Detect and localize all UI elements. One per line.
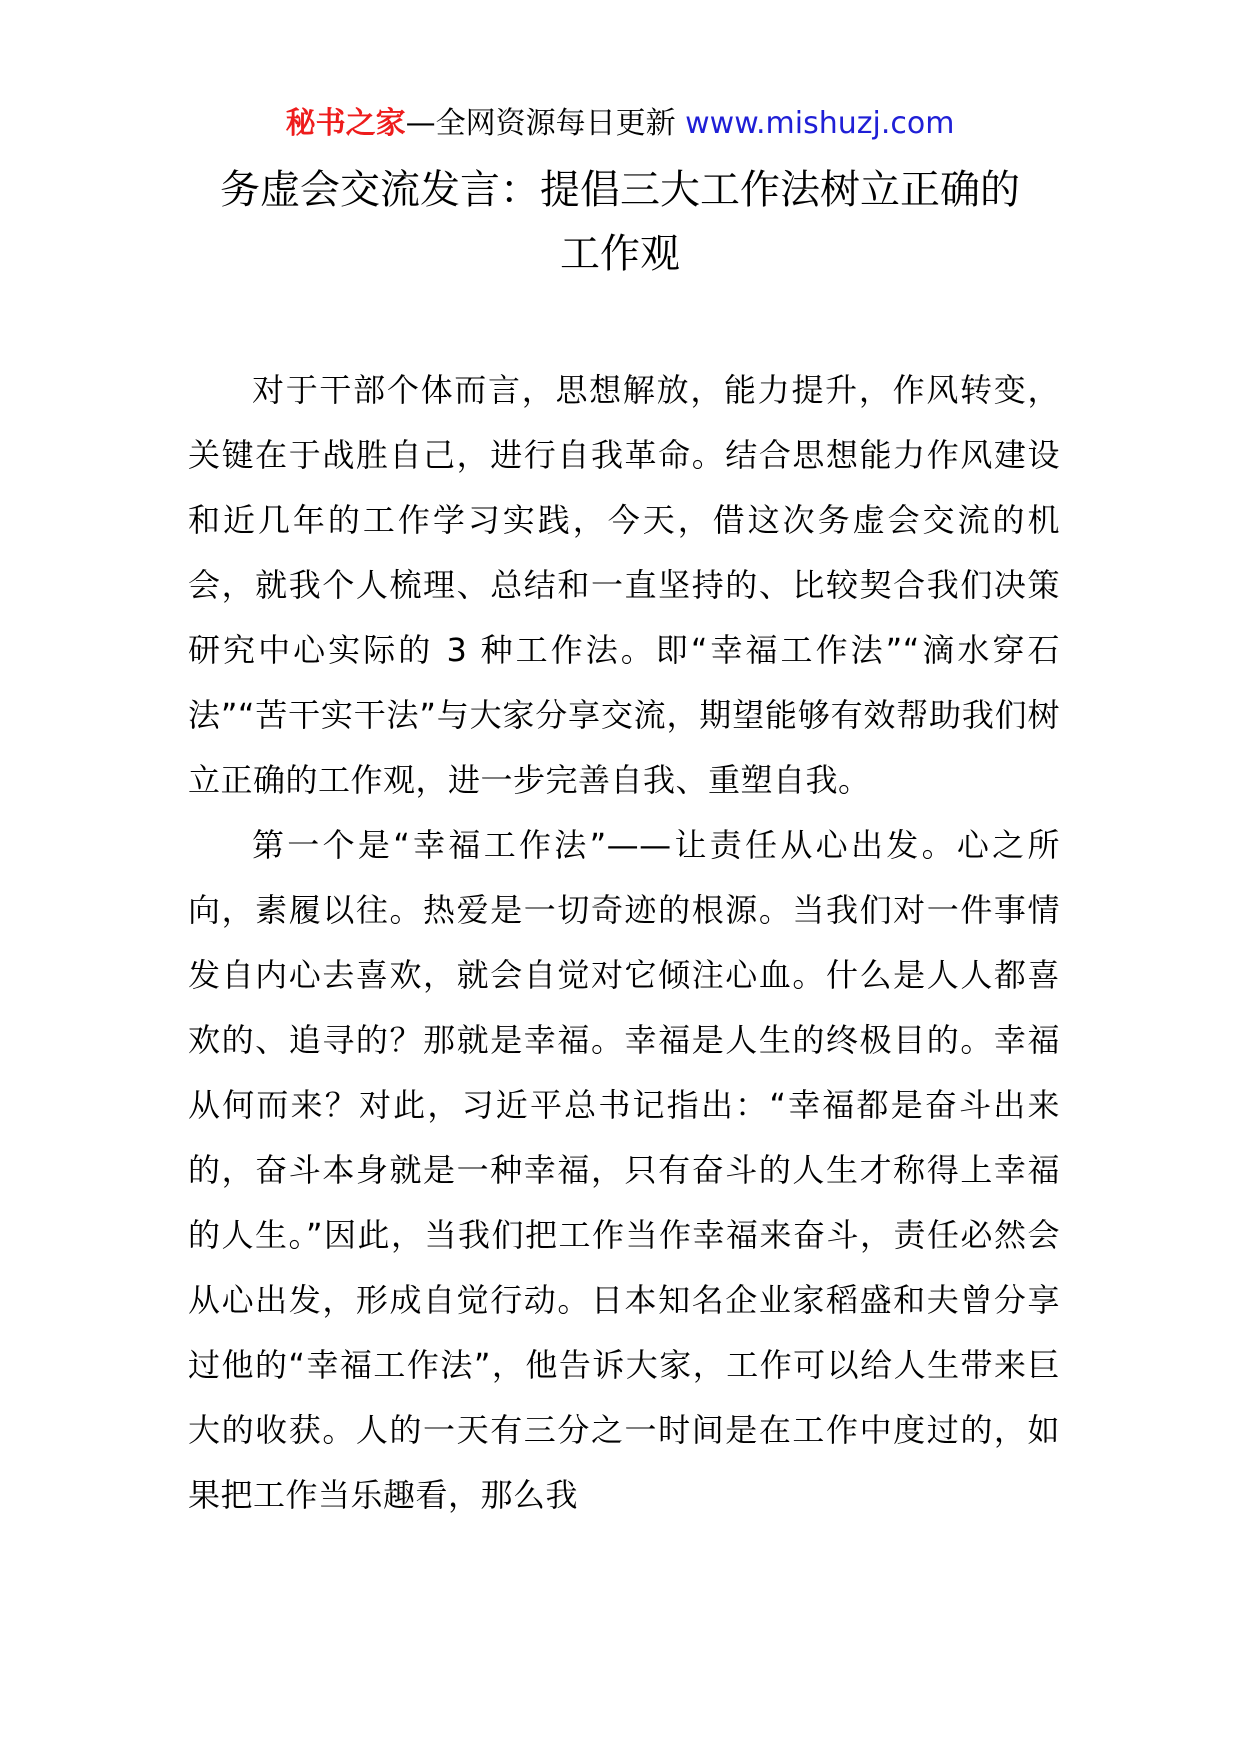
body-paragraph: 第一个是“幸福工作法”——让责任从心出发。心之所向，素履以往。热爱是一切奇迹的根源。当我们对一件事情发自内心去喜欢，就会自觉对它倾注心血。什么是人人都喜欢的、追寻的？那就是幸福。幸福是人生的终极目的。幸福从何而来？对此，习近平总书记指出：“幸福都是奋斗出来的，奋斗本身就是一种幸福，只有奋斗的人生才称得上幸福的人生。”因此，当我们把工作当作幸福来奋斗，责任必然会从心出发，形成自觉行动。日本知名企业家稻盛和夫曾分享过他的“幸福工作法”，他告诉大家，工作可以给人生带来巨大的收获。人的一天有三分之一时间是在工作中度过的，如果把工作当乐趣看，那么我 [188,826,1060,1514]
site-header [0,102,1240,146]
document-title-line-1: 务虚会交流发言：提倡三大工作法树立正确的 [220,167,1020,213]
site-brand: 秘书之家 [285,106,406,141]
site-url-link[interactable]: www.mishuzj.com [685,106,955,141]
document-title-line-2: 工作观 [560,231,680,277]
document-body [188,358,1060,1528]
site-tagline: —全网资源每日更新 [405,106,686,141]
body-paragraph: 对于干部个体而言，思想解放，能力提升，作风转变，关键在于战胜自己，进行自我革命。结合思想能力作风建设和近几年的工作学习实践，今天，借这次务虚会交流的机会，就我个人梳理、总结和一直坚持的、比较契合我们决策研究中心实际的 3 种工作法。即“幸福工作法”“滴水穿石法”“苦干实干法”与大家分享交流，期望能够有效帮助我们树立正确的工作观，进一步完善自我、重塑自我。 [188,371,1060,799]
